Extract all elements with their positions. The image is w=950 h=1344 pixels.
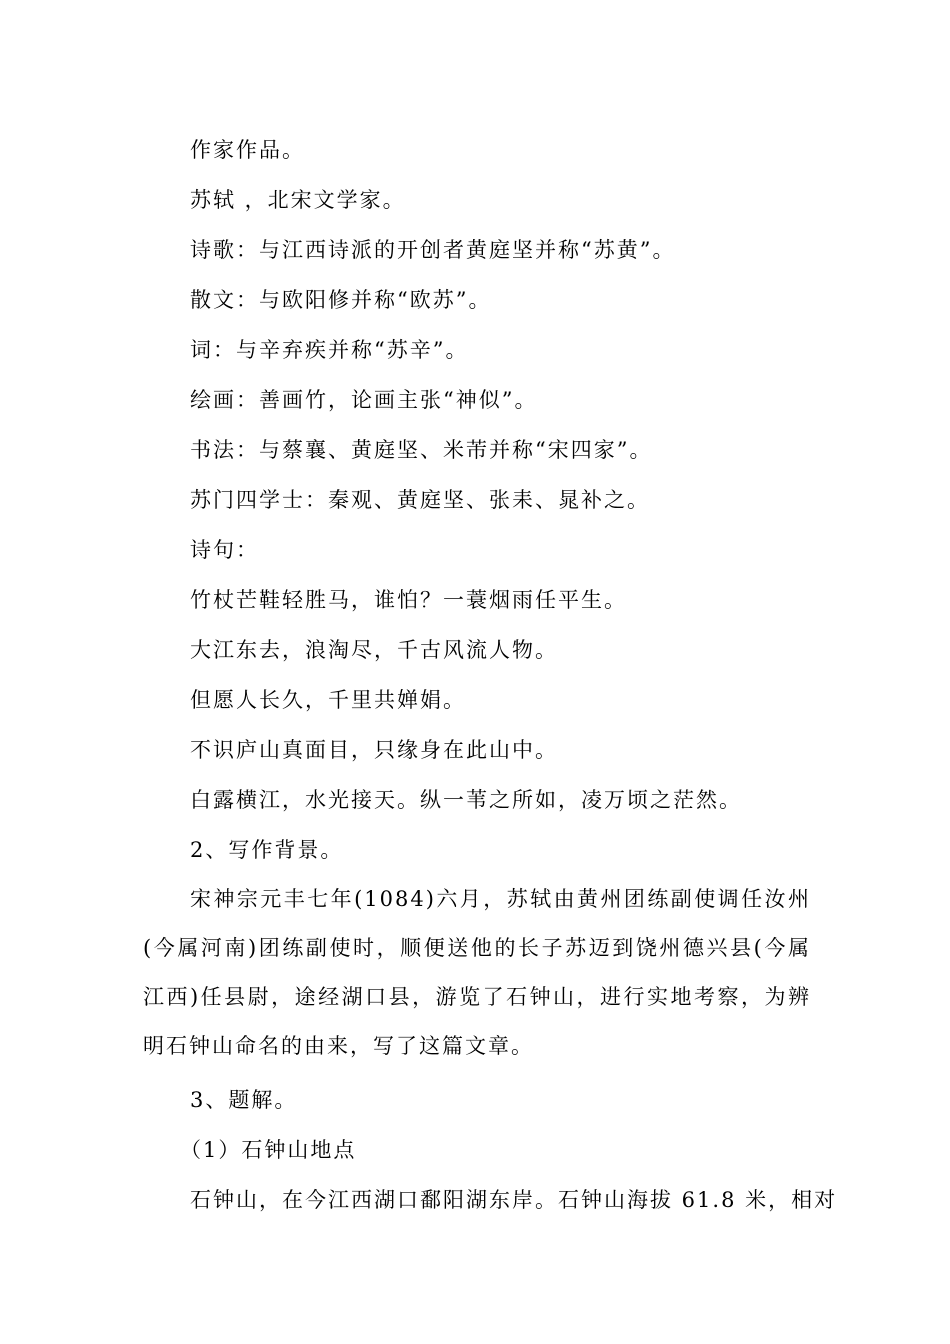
verse-2: 大江东去，浪淘尽，千古风流人物。	[190, 638, 558, 662]
heading-authors-works: 作家作品。	[190, 138, 305, 162]
verse-1: 竹杖芒鞋轻胜马，谁怕？一蓑烟雨任平生。	[190, 588, 627, 612]
text-ci: 词：与辛弃疾并称“苏辛”。	[190, 338, 469, 362]
verse-3: 但愿人长久，千里共婵娟。	[190, 688, 466, 712]
text-location: 石钟山，在今江西湖口鄱阳湖东岸。石钟山海拔 61.8 米，相对	[190, 1188, 838, 1212]
verse-4: 不识庐山真面目，只缘身在此山中。	[190, 738, 558, 762]
text-four-scholars: 苏门四学士：秦观、黄庭坚、张耒、晁补之。	[190, 488, 650, 512]
text-calligraphy: 书法：与蔡襄、黄庭坚、米芾并称“宋四家”。	[190, 438, 653, 462]
background-paragraph: 宋神宗元丰七年(1084)六月，苏轼由黄州团练副使调任汝州(今属河南)团练副使时，顺便送他的长子苏迈到饶州德兴县(今属江西)任县尉，途经湖口县，游览了石钟山，进行实地考察，为辨明石钟山命名的由来，写了这篇文章。	[143, 887, 811, 1058]
heading-title-explanation: 3、题解。	[190, 1088, 298, 1112]
text-poetry: 诗歌：与江西诗派的开创者黄庭坚并称“苏黄”。	[190, 238, 676, 262]
text-su-shi-intro: 苏轼 ，北宋文学家。	[190, 188, 406, 212]
heading-verses: 诗句：	[190, 538, 259, 562]
subheading-location: （1）石钟山地点	[180, 1138, 357, 1162]
verse-5: 白露横江，水光接天。纵一苇之所如，凌万顷之茫然。	[190, 788, 742, 812]
heading-background: 2、写作背景。	[190, 838, 344, 862]
text-prose: 散文：与欧阳修并称“欧苏”。	[190, 288, 492, 312]
text-painting: 绘画：善画竹，论画主张“神似”。	[190, 388, 538, 412]
